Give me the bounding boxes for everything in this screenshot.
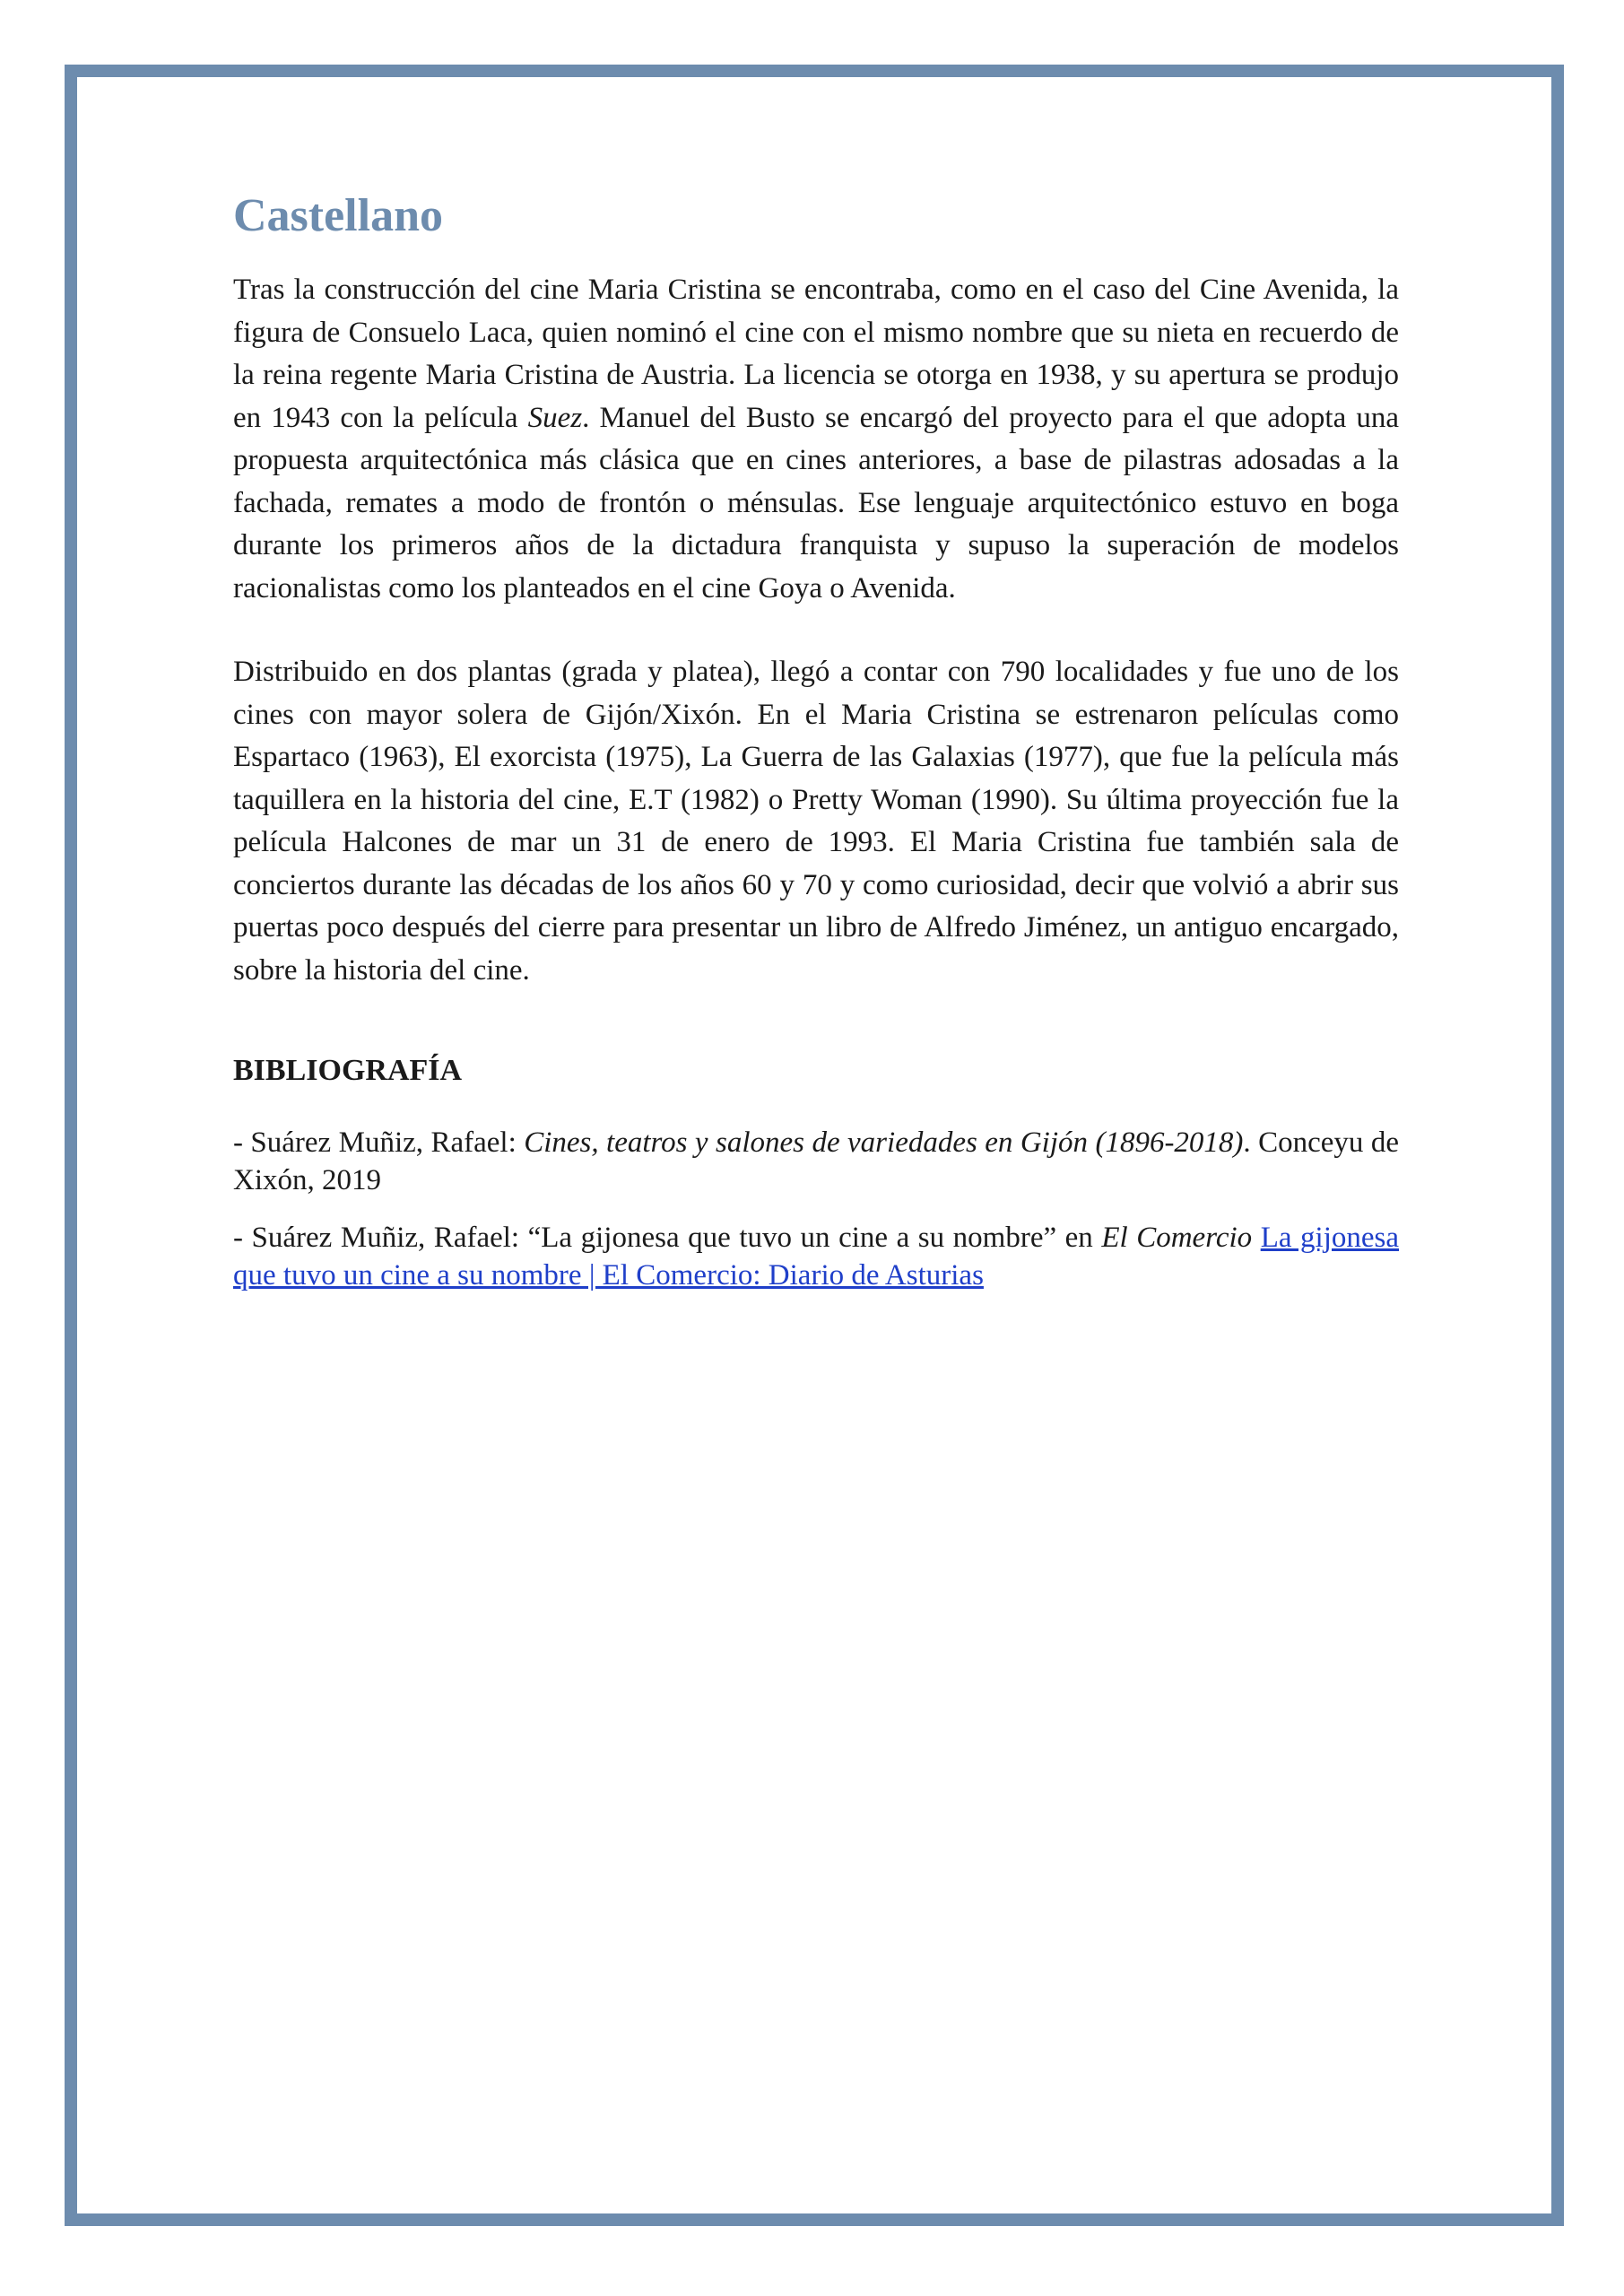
- ref-prefix: - Suárez Muñiz, Rafael:: [233, 1126, 525, 1159]
- paragraph-text: Tras la construcción del cine Maria Cristina se encontraba, como en el caso del Cine Avenida, la figura de Consuelo Laca, quien nominó el cine con el mismo nombre que su nieta en recuerdo de la reina regente Maria Cristina de Austria. La licencia se otorga en 1938, y su apertura se produjo en 1943 con la película: [233, 274, 1399, 434]
- bibliography-heading: BIBLIOGRAFÍA: [233, 1054, 463, 1088]
- ref-title: Cines, teatros y salones de variedades en Gijón (1896-2018): [524, 1126, 1244, 1159]
- paragraph-history: [233, 269, 1399, 610]
- ref-publication: El Comercio: [1101, 1221, 1253, 1254]
- bibliography-entry: [233, 1124, 1399, 1199]
- document-body: [233, 188, 1399, 1314]
- paragraph-text: . Manuel del Busto se encargó del proyecto para el que adopta una propuesta arquitectónica más clásica que en cines anteriores, a base de pilastras adosadas a la fachada, remates a modo de frontón o ménsulas. Ese lenguaje arquitectónico estuvo en boga durante los primeros años de la dictadura franquista y supuso la superación de modelos racionalistas como los planteados en el cine Goya o Avenida.: [233, 401, 1399, 604]
- paragraph-description: Distribuido en dos plantas (grada y platea), llegó a contar con 790 localidades y fue uno de los cines con mayor solera de Gijón/Xixón. En el Maria Cristina se estrenaron películas como Espartaco (1963), El exorcista (1975), La Guerra de las Galaxias (1977), que fue la película más taquillera en la historia del cine, E.T (1982) o Pretty Woman (1990). Su última proyección fue la película Halcones de mar un 31 de enero de 1993. El Maria Cristina fue también sala de conciertos durante las décadas de los años 60 y 70 y como curiosidad, decir que volvió a abrir sus puertas poco después del cierre para presentar un libro de Alfredo Jiménez, un antiguo encargado, sobre la historia del cine.: [233, 656, 1399, 987]
- film-title: Suez: [527, 401, 583, 434]
- ref-prefix: - Suárez Muñiz, Rafael: “La gijonesa que tuvo un cine a su nombre” en: [233, 1221, 1102, 1254]
- ref-suffix: . Conceyu de Xixón, 2019: [233, 1126, 1399, 1196]
- bibliography-entry: [233, 1219, 1399, 1294]
- article-link[interactable]: La gijonesa que tuvo un cine a su nombre | El Comercio: Diario de Asturias: [233, 1221, 1400, 1292]
- section-title: Castellano: [233, 190, 443, 241]
